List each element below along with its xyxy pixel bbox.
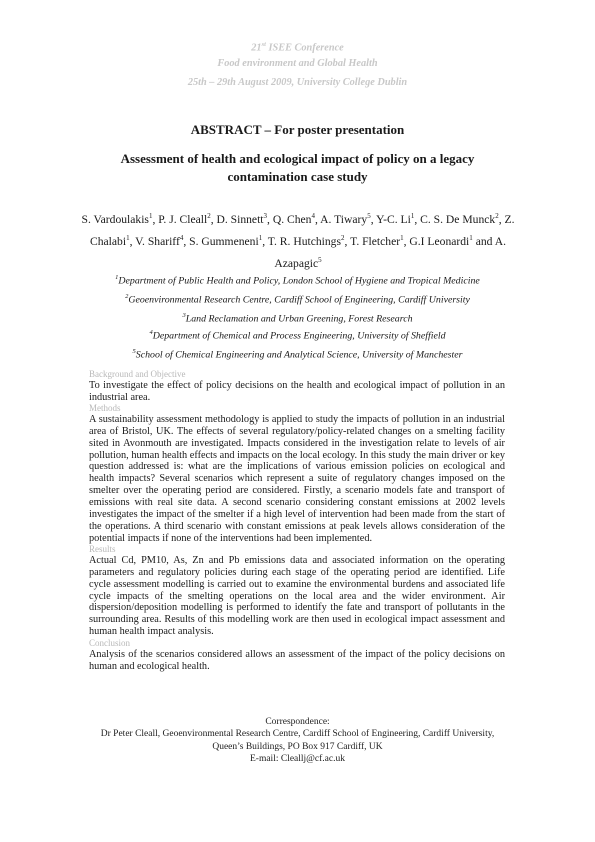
- affiliation-text: Land Reclamation and Urban Greening, Forest Research: [185, 313, 413, 325]
- correspondence-heading: Correspondence:: [265, 717, 330, 727]
- affiliation-number: 4: [149, 329, 153, 336]
- correspondence-line2: Queen’s Buildings, PO Box 917 Cardiff, UK: [212, 741, 383, 752]
- author: [268, 235, 345, 248]
- affiliation-number: 5: [132, 348, 136, 355]
- section-heading: Background and Objective: [89, 369, 186, 379]
- author-affiliation-mark: 5: [318, 255, 322, 264]
- affiliation: [0, 326, 595, 343]
- affiliation-text: School of Chemical Engineering and Analytical Science, University of Manchester: [135, 349, 463, 361]
- affiliation: [0, 309, 595, 326]
- author-affiliation-mark: 1: [400, 233, 404, 242]
- author-affiliation-mark: 5: [367, 212, 371, 220]
- abstract-heading: ABSTRACT – For poster presentation: [190, 122, 405, 137]
- author: [320, 213, 371, 226]
- affiliation: [0, 290, 595, 307]
- author-list: S. Vardoulakis$^1$, P. J. Cleall$^2$, D. Sinnett$^3$, Q. Chen$^4$, A. Tiwary$^5$, Y-C. Li$^1$, C. S. De Munck$^2$, Z. Chalabi$^1$, V. Shariff$^4$, S. Gummeneni$^1$, T. R. Hutchings$^2$, T. Fletcher$^1$, G.I Leonardi$^1$ and A. Azapagic$^5$: [81, 212, 515, 270]
- section-heading: Results: [89, 544, 116, 555]
- author: [189, 235, 262, 248]
- correspondence: [0, 716, 595, 766]
- author-name: Z. Chalabi: [90, 212, 515, 248]
- author-name: C. S. De Munck: [420, 212, 496, 226]
- paper-title-line1: Assessment of health and ecological impact of policy on a legacy: [120, 151, 475, 166]
- author-affiliation-mark: 1: [148, 212, 153, 220]
- conference-theme: Food environment and Global Health: [217, 58, 378, 69]
- paper-title-line2: contamination case study: [227, 169, 368, 184]
- author-name: S. Gummeneni: [189, 234, 259, 248]
- author: [420, 213, 499, 226]
- author-name: Q. Chen: [272, 212, 312, 226]
- section-text: Analysis of the scenarios considered allows an assessment of the impact of the policy decisions on human and ecological health.: [89, 648, 505, 672]
- author-name: D. Sinnett: [216, 212, 264, 226]
- author-affiliation-mark: 1: [258, 233, 263, 242]
- affiliation-text: Geoenvironmental Research Centre, Cardiff School of Engineering, Cardiff University: [128, 294, 470, 306]
- correspondence-email: E-mail: Cleallj@cf.ac.uk: [249, 754, 345, 765]
- affiliation-text: Department of Chemical and Process Engineering, University of Sheffield: [152, 330, 446, 342]
- author-name: A. Tiwary: [320, 212, 368, 226]
- conference-edition-suffix: st: [261, 41, 266, 48]
- author-affiliation-mark: 2: [207, 212, 211, 220]
- paper-title: [0, 150, 595, 186]
- author-name: A. Azapagic: [274, 234, 506, 270]
- author-affiliation-mark: 1: [410, 212, 415, 220]
- author-name: V. Shariff: [135, 234, 180, 248]
- author-name: T. R. Hutchings: [267, 234, 341, 248]
- author: [158, 213, 210, 226]
- author: [135, 235, 183, 248]
- section-text: To investigate the effect of policy decisions on the health and ecological impact of pollution in an industrial area.: [89, 379, 505, 403]
- affiliation-number: 2: [125, 293, 129, 300]
- author-name: P. J. Cleall: [158, 212, 208, 226]
- conference-name: ISEE Conference: [265, 42, 344, 54]
- affiliation-number: 3: [182, 312, 186, 319]
- affiliation: [0, 271, 595, 288]
- conference-dates: 25th – 29th August 2009, University College Dublin: [187, 77, 408, 88]
- author-name: S. Vardoulakis: [81, 212, 149, 226]
- author-affiliation-mark: 1: [469, 233, 473, 242]
- author: [376, 213, 414, 226]
- abstract-body: [89, 369, 505, 672]
- affiliation-number: 1: [115, 274, 119, 281]
- section-text: A sustainability assessment methodology is applied to study the impacts of pollution in an industrial area of Bristol, UK. The effects of several regulatory/policy-related changes on a smelting facility sited in Avonmouth are investigated. Impacts considered in the investigation relate to levels of air pollution, human health effects and impacts on the local ecology. In this study the main driver or key question addressed is: what are the implications of various emission policies on ecological and health impacts? Several scenarios which represent a suite of regulatory changes imposed on the smelter over the operating period are considered. Firstly, a scenario models fate and transport of emissions with real site data. A second scenario considering constant emissions at 2002 levels investigates the impact of the smelter if a high level of intervention had been made from the start of the operations. A third scenario with constant emissions at peak levels allows consideration of the potential impacts if none of the interventions had been implemented.: [89, 414, 505, 544]
- author-name: Y-C. Li: [376, 212, 411, 226]
- section-heading: Methods: [89, 403, 121, 414]
- section-heading: Conclusion: [89, 637, 131, 648]
- section-text: Actual Cd, PM10, As, Zn and Pb emissions data and associated information on the operating parameters and regulatory policies during each stage of the operating period are identified. Life cycle assessment modelling is carried out to examine the environmental burdens and associated life cycle impacts of the smelting operations on the local area and the wider environment. Air dispersion/deposition modelling is performed to identify the fate and transport of pollutants in the surrounding area. Results of this modelling work are then used in ecological impact assessment and human health impact analysis.: [89, 555, 505, 638]
- author: [409, 235, 472, 248]
- author-affiliation-mark: 2: [341, 233, 345, 242]
- author-affiliation-mark: 2: [495, 212, 499, 220]
- author-affiliation-mark: 4: [179, 233, 184, 242]
- author-affiliation-mark: 4: [311, 212, 315, 220]
- author: [273, 213, 315, 226]
- author: [82, 213, 153, 226]
- author-affiliation-mark: 1: [126, 233, 130, 242]
- author-affiliation-mark: 3: [263, 212, 268, 220]
- affiliation: [0, 345, 595, 362]
- author: [217, 213, 268, 226]
- conference-edition-number: 21: [251, 42, 262, 54]
- affiliation-text: Department of Public Health and Policy, London School of Hygiene and Tropical Medicine: [118, 275, 480, 287]
- author: [350, 235, 404, 248]
- author-name: G.I Leonardi: [409, 234, 470, 248]
- author-name: T. Fletcher: [350, 234, 401, 248]
- correspondence-line1: Dr Peter Cleall, Geoenvironmental Research Centre, Cardiff School of Engineering, Cardiff University,: [100, 729, 495, 740]
